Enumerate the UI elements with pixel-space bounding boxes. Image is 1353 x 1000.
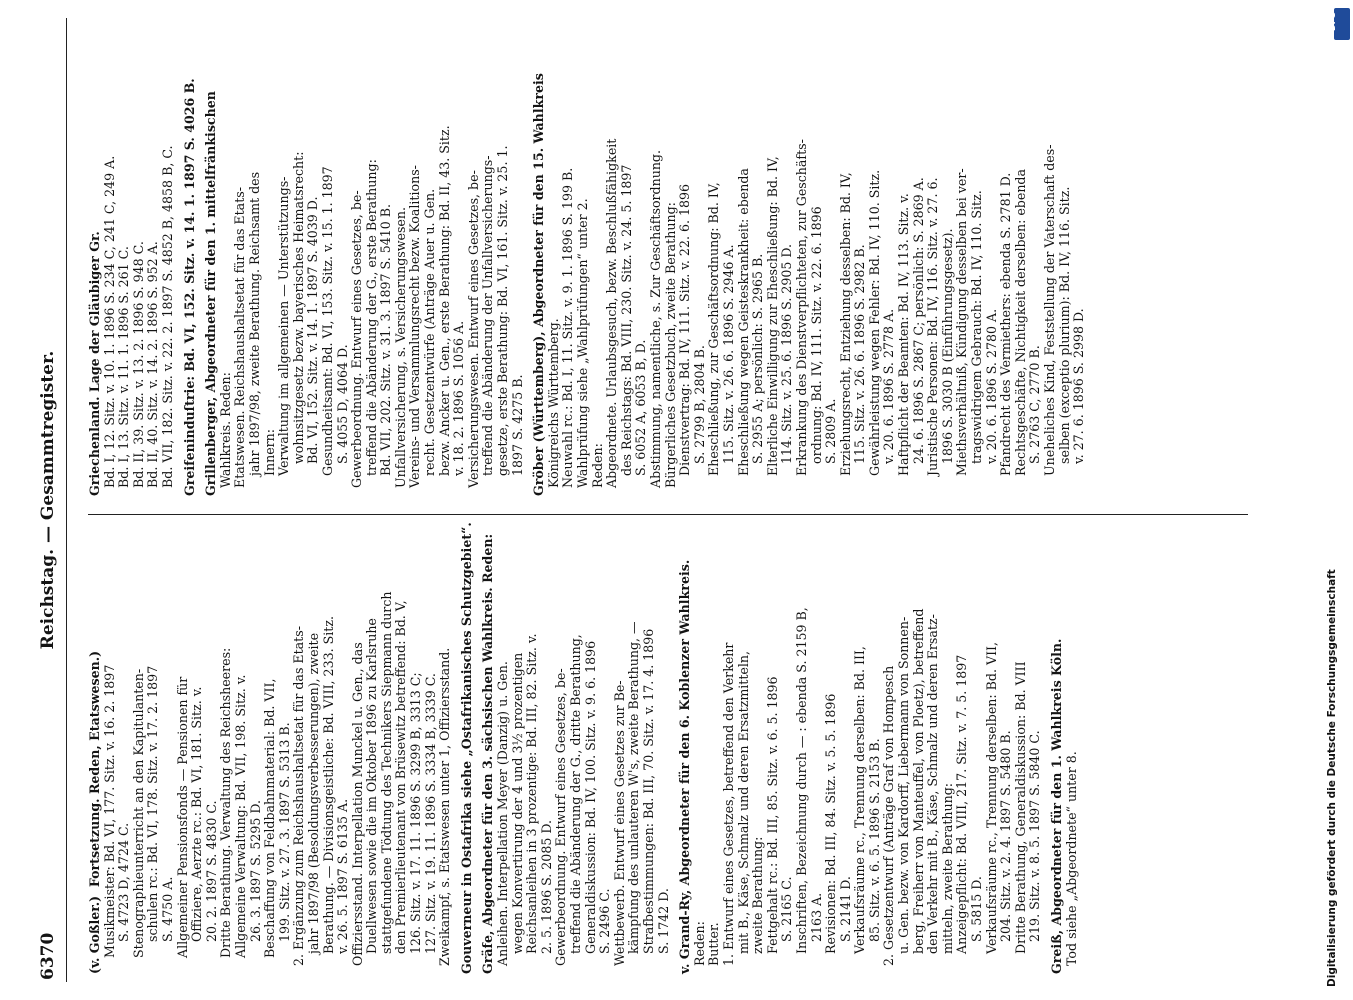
entry-line: zweite Berathung: (750, 836, 766, 974)
entry-line: treffend die Abänderung der Unfallversicherungs- (480, 155, 496, 496)
entry-line: Wahlkreis. Reden: (217, 372, 233, 496)
entry-line: Gewerbeordnung. Entwurf eines Gesetzes, be- (553, 668, 569, 974)
entry-line: mitteln, zweite Berathung: (939, 782, 955, 974)
entry-line: berg, Freiherr von Manteuffel, von Ploetz), betreffend (910, 608, 926, 974)
funding-note-text: Digitalisierung gefördert durch die Deutsche Forschungsgemeinschaft (1326, 569, 1338, 987)
entry-line: gesetze, erste Berathung: Bd. VI, 161. Sitz. v. 25. 1. (495, 145, 511, 496)
entry-line: 2. Ergänzung zum Reichshaushaltsetat für das Etats- (291, 626, 307, 974)
entry-line: S. 2955 A; persönlich: S. 2965 B. (750, 253, 766, 496)
entry-line: S. 6052 A, 6053 B, D. (633, 339, 649, 496)
entry-line: Dritte Berathung, Generaldiskussion: Bd. VIII (1012, 661, 1028, 974)
entry-line: 1896 S. 3030 B (Einführungsgesetz). (939, 228, 955, 496)
entry-line: Musikmeister: Bd. VI, 177. Sitz. v. 16. 2. 1897 (101, 664, 117, 974)
entry-line: Juristische Personen: Bd. IV, 116. Sitz. v. 27. 6. (925, 177, 941, 496)
entry-line: u. Gen. bezw. von Kardorff, Liebermann von Sonnen- (896, 616, 912, 974)
entry-line: Verwaltung im allgemeinen — Unterstützungs- (276, 176, 292, 496)
entry-line: Bd. I, 12. Sitz. v. 10. 1. 1896 S. 234 C, 241 C, 249 A. (101, 155, 117, 496)
entry-line: Duellwesen sowie die im Oktober 1896 zu Karlsruhe (364, 618, 380, 974)
entry-line: Uneheliches Kind, Feststellung der Vaterschaft des- (1042, 144, 1057, 496)
entry-line: Butter. (706, 922, 722, 974)
entry-line: Revisionen: Bd. III, 84. Sitz. v. 5. 5. 1896 (823, 693, 839, 974)
entry-line: Tod siehe „Abgeordnete“ unter 8. (1063, 751, 1079, 974)
entry-heading: Gräfe, Abgeordneter für den 3. sächsischen Wahlkreis. Reden: (480, 533, 496, 974)
entry-line: 2. Gesetzentwurf (Anträge Graf von Hompesch (881, 665, 897, 974)
entry-line: 199. Sitz. v. 27. 3. 1897 S. 5313 B. (276, 722, 292, 974)
entry-line: schulen rc.: Bd. VI, 178. Sitz. v. 17. 2. 1897 (145, 665, 161, 974)
entry-line: Bd. I, 13. Sitz. v. 11. 1. 1896 S. 261 C. (116, 246, 132, 496)
entry-line: 85. Sitz. v. 6. 5. 1896 S. 2153 B. (866, 738, 882, 974)
entry-line: Zweikampf, s. Etatswesen unter 1, Offiziersstand. (437, 647, 453, 974)
entry-line: Erziehungsrecht, Entziehung desselben: Bd. IV, (837, 172, 853, 496)
entry-line: Etatswesen. Reichshaushaltsetat für das Etats- (232, 187, 248, 496)
entry-line: 204. Sitz. v. 2. 4. 1897 S. 5480 B. (998, 730, 1014, 974)
entry-line: v. 20. 6. 1896 S. 2780 A. (983, 308, 999, 496)
entry-line: Wahlprüfung siehe „Wahlprüfungen“ unter 2. (575, 198, 590, 496)
register-entry (460, 516, 475, 974)
entry-line: Bd. II, 40. Sitz. v. 14. 2. 1896 S. 952 A. (145, 241, 161, 496)
entry-heading: Gröber (Württemberg), Abgeordneter für den 15. Wahlkreis (531, 73, 547, 496)
entry-line: S. 2141 D. (837, 876, 853, 974)
entry-line: den Verkehr mit B., Käse, Schmalz und deren Ersatz- (925, 614, 941, 974)
entry-line: Versicherungswesen. Entwurf eines Gesetzes, be- (465, 170, 481, 496)
page-header (30, 0, 70, 1000)
entry-line: S. 1742 D. (655, 888, 671, 974)
entry-line: Bürgerliches Gesetzbuch, zweite Berathung: (662, 202, 678, 496)
entry-line: wohnsitzgesetz bezw. bayerisches Heimatsrecht: (290, 151, 306, 496)
entry-line: Miethsverhältniß, Kündigung desselben bei ver- (954, 168, 970, 496)
entry-line: jahr 1897/98 (Besoldungsverbesserungen), zweite (305, 632, 321, 974)
dfg-logo-icon (1328, 8, 1350, 40)
entry-line: v. 20. 6. 1896 S. 2778 A. (881, 308, 897, 496)
running-head: Reichstag. — Gesammtregister. (38, 350, 58, 650)
entry-line: v. 27. 6. 1896 S. 2998 D. (1071, 308, 1087, 496)
entry-line: Bd. II, 39. Sitz. v. 13. 2. 1896 S. 948 C. (130, 241, 146, 496)
entry-line: 2. 5. 1896 S. 2085 D. (538, 820, 554, 974)
entry-heading: (v. Goßler.) Fortsetzung. Reden, Etatswesen.) (87, 650, 102, 974)
entry-heading: Griechenland. Lage der Gläubiger Gr. (87, 231, 102, 496)
entry-line: Allgemeine Verwaltung: Bd. VII, 198. Sitz. v. (232, 674, 248, 974)
column-divider (88, 514, 1248, 515)
register-entry (88, 516, 453, 974)
entry-line: treffend die Abänderung der G., dritte Berathung, (568, 634, 583, 974)
entry-line: Dritte Berathung. Verwaltung des Reichsheeres: (218, 647, 234, 974)
entry-line: S. 4723 D, 4724 C. (116, 822, 132, 974)
entry-line: Allgemeiner Pensionsfonds — Pensionen für (174, 676, 190, 974)
entry-heading: Grillenberger, Abgeordneter für den 1. mittelfränkischen (203, 91, 219, 496)
entry-line: Innern: (261, 428, 277, 496)
funding-note (1326, 12, 1346, 987)
entry-line: Inschriften, Bezeichnung durch — : ebenda S. 2159 B, (793, 607, 809, 974)
entry-line: Fettgehalt rc.: Bd. III, 85. Sitz. v. 6. 5. 1896 (764, 676, 780, 974)
entry-heading: Greiß, Abgeordneter für den 1. Wahlkreis Köln. (1049, 638, 1064, 974)
entry-line: treffend die Abänderung der G., erste Berathung: (363, 159, 379, 496)
entry-line: 1897 S. 4275 B. (509, 374, 525, 496)
entry-line: Dienstvertrag: Bd. IV, 111. Sitz. v. 22. 6. 1896 (677, 183, 693, 496)
register-entry (204, 38, 525, 496)
dfg-logo-text: DFG (1328, 12, 1337, 31)
entry-line: Anleihen. Interpellation Meyer (Danzig) u. Gen. (495, 661, 511, 974)
right-column (88, 38, 1094, 496)
entry-line: Haftpflicht der Beamten: Bd. IV, 113. Sitz. v. (896, 193, 912, 496)
entry-line: Königreichs Württemberg. (545, 318, 561, 496)
entry-line: Gewerbeordnung. Entwurf eines Gesetzes, be- (349, 190, 365, 496)
entry-line: 127. Sitz. v. 19. 11. 1896 S. 3334 B, 3339 C. (422, 673, 438, 974)
entry-line: S. 4750 A. (159, 876, 175, 974)
register-entry (532, 38, 1087, 496)
entry-line: Eheschließung, zur Geschäftsordnung: Bd. IV, (706, 182, 722, 496)
entry-line: 115. Sitz. v. 26. 6. 1896 S. 2982 B. (852, 244, 868, 496)
entry-line: S. 5815 D. (969, 876, 985, 974)
entry-heading: v. Grand-Ry, Abgeordneter für den 6. Koblenzer Wahlkreis. (677, 559, 693, 974)
register-entry (183, 38, 198, 496)
entry-line: Verkaufsräume rc., Trennung derselben: Bd. III, (852, 646, 868, 974)
entry-line: v. 26. 5. 1897 S. 6135 A. (335, 798, 351, 974)
entry-line: Abgeordnete. Urlaubsgesuch, bezw. Beschlußfähigkeit (604, 138, 620, 496)
entry-line: Erkrankung des Dienstverpflichteten, zur Geschäfts- (793, 139, 809, 496)
entry-line: S. 2809 A. (823, 398, 839, 496)
register-entry (481, 516, 671, 974)
entry-line: den Premierlieutenant von Brüsewitz betreffend: Bd. V, (393, 600, 409, 974)
entry-line: kämpfung des unlauteren W's, zweite Berathung, — (626, 621, 642, 974)
entry-line: Reichsanleihen in 3 prozentige: Bd. III, 82. Sitz. v. (524, 633, 540, 974)
entry-line: bezw. Ancker u. Gen., erste Berathung: Bd. II, 43. Sitz. (436, 125, 452, 496)
entry-line: tragswidrigem Gebrauch: Bd. IV, 110. Sitz. (969, 190, 985, 496)
entry-line: Stenographieunterricht an den Kapitulanten- (130, 668, 146, 974)
entry-line: Verkaufsräume rc., Trennung derselben: Bd. VII, (983, 641, 999, 974)
entry-line: Beschaffung von Feldbahnmaterial: Bd. VII, (262, 678, 278, 974)
entry-heading: Greifeninduſtrie: Bd. VI, 152. Sitz. v. 14. 1. 1897 S. 4026 B. (181, 78, 197, 496)
entry-line: Gewährleistung wegen Fehler: Bd. IV, 110. Sitz. (866, 169, 882, 496)
entry-heading: Gouverneur in Ostafrika siehe „Ostafrikanisches Schutzgebiet“. (458, 522, 474, 974)
entry-line: 126. Sitz. v. 17. 11. 1896 S. 3299 B, 3313 C; (408, 672, 424, 974)
entry-line: Reden: (691, 921, 707, 974)
entry-line: Offiziere, Aerzte rc.: Bd. VI, 181. Sitz. v. (189, 686, 205, 974)
entry-line: Abstimmung, namentliche, s. Zur Geschäftsordnung. (647, 149, 663, 496)
entry-line: 20. 2. 1897 S. 4830 C. (203, 800, 219, 974)
register-entry (88, 38, 176, 496)
entry-line: jahr 1897/98, zweite Berathung. Reichsamt des (246, 171, 262, 496)
entry-line: 2163 A. (808, 892, 824, 974)
entry-line: 114. Sitz. v. 25. 6. 1896 S. 2905 D. (779, 243, 795, 496)
entry-line: S. 4055 D, 4064 D. (334, 344, 350, 496)
entry-line: Vereins- und Versammlungsrecht bezw. Koalitions- (407, 165, 423, 496)
entry-line: Generaldiskussion: Bd. IV, 100. Sitz. v. 9. 6. 1896 (582, 640, 598, 974)
entry-line: Reden: (589, 443, 605, 496)
entry-line: S. 2496 C. (597, 888, 613, 974)
entry-line: Bd. VII, 202. Sitz. v. 31. 3. 1897 S. 5410 B. (378, 203, 394, 496)
entry-line: selben (exceptio plurium): Bd. IV, 116. Sitz. (1056, 186, 1072, 496)
entry-line: 1. Entwurf eines Gesetzes, betreffend den Verkehr (720, 642, 736, 974)
entry-line: Offiziersstand. Interpellation Munckel u. Gen., das (349, 642, 365, 974)
entry-line: Elterliche Einwilligung zur Eheschließung: Bd. IV, (764, 156, 780, 496)
entry-line: wegen Konvertirung der 4 und 3½ prozentigen (509, 652, 525, 974)
entry-line: 26. 3. 1897 S. 5295 D. (247, 799, 263, 974)
entry-line: Bd. VII, 182. Sitz. v. 22. 2. 1897 S. 4852 B, 4858 B, C. (159, 145, 175, 496)
left-column (88, 516, 1086, 974)
entry-line: des Reichstags: Bd. VIII, 230. Sitz. v. 24. 5. 1897 (618, 164, 634, 496)
page-number: 6370 (38, 932, 58, 980)
register-entry (678, 516, 1043, 974)
register-entry (1050, 516, 1079, 974)
entry-line: recht. Gesetzentwürfe (Anträge Auer u. Gen. (422, 188, 438, 496)
entry-line: 115. Sitz. v. 26. 6. 1896 S. 2946 A. (720, 244, 736, 496)
entry-line: Strafbestimmungen: Bd. III, 70. Sitz. v. 17. 4. 1896 (640, 628, 656, 974)
entry-line: ordnung: Bd. IV, 111. Sitz. v. 22. 6. 1896 (808, 206, 824, 496)
entry-line: Anzeigepflicht: Bd. VIII, 217. Sitz. v. 7. 5. 1897 (954, 654, 970, 974)
entry-line: Berathung. — Divisionsgeistliche: Bd. VIII, 233. Sitz. (320, 616, 336, 974)
header-rule (66, 18, 67, 982)
entry-line: Wettbewerb. Entwurf eines Gesetzes zur Be- (611, 680, 627, 974)
entry-line: S. 2799 B, 2804 B. (691, 345, 707, 496)
entry-line: 24. 6. 1896 S. 2867 C; persönlich: S. 2869 A. (910, 177, 926, 496)
entry-line: 219. Sitz. v. 8. 5. 1897 S. 5840 C. (1027, 730, 1043, 974)
entry-line: S. 2763 C, 2770 B. (1027, 345, 1043, 496)
entry-line: stattgefundene Tödtung des Technikers Siepmann durch (378, 591, 394, 974)
entry-line: Unfallversicherung, s. Versicherungswesen. (392, 207, 408, 496)
entry-line: mit B., Käse, Schmalz und deren Ersatzmitteln, (735, 650, 751, 974)
entry-line: v. 18. 2. 1896 S. 1056 A. (451, 320, 467, 496)
entry-line: Rechtsgeschäfte, Nichtigkeit derselben: ebenda (1012, 168, 1028, 496)
entry-line: Gesundheitsamt: Bd. VI, 153. Sitz. v. 15. 1. 1897 (319, 166, 335, 496)
entry-line: S. 2165 C. (779, 876, 795, 974)
entry-line: Pfandrecht des Vermiethers: ebenda S. 2781 D. (998, 172, 1014, 496)
entry-line: Eheschließung wegen Geisteskrankheit: ebenda (735, 168, 751, 496)
entry-line: Neuwahl rc.: Bd. I, 11. Sitz. v. 9. 1. 1896 S. 199 B. (560, 167, 576, 496)
entry-line: Bd. VI, 152. Sitz. v. 14. 1. 1897 S. 4039 D. (305, 196, 321, 496)
